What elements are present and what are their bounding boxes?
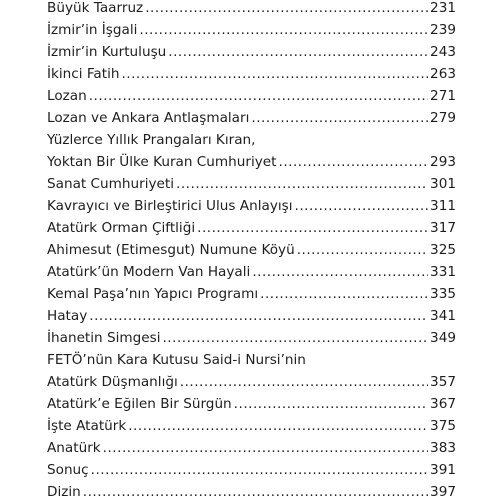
toc-entry-title-line1: Yüzlerce Yıllık Prangaları Kıran, (47, 132, 256, 148)
toc-entry-page: 357 (430, 374, 456, 390)
toc-entry-title: İzmir’in Kurtuluşu (47, 44, 167, 60)
toc-entry-title: Kavrayıcı ve Birleştirici Ulus Anlayışı (47, 198, 293, 214)
toc-entry[interactable] (47, 305, 456, 327)
toc-entry[interactable] (47, 393, 456, 415)
dot-leader (279, 151, 429, 173)
toc-entry-page: 231 (430, 0, 456, 16)
dot-leader (128, 415, 428, 437)
dot-leader (252, 261, 428, 283)
dot-leader (121, 63, 428, 85)
toc-entry-multiline[interactable] (47, 349, 456, 393)
toc-entry-title: Dizin (47, 484, 81, 500)
toc-entry-title: Atatürk Orman Çiftliği (47, 220, 196, 236)
toc-entry[interactable] (47, 173, 456, 195)
dot-leader (180, 371, 428, 393)
toc-entry[interactable] (47, 217, 456, 239)
toc-entry-multiline[interactable] (47, 129, 456, 173)
toc-entry-page: 341 (430, 308, 456, 324)
dot-leader (162, 327, 428, 349)
toc-entry[interactable] (47, 107, 456, 129)
dot-leader (197, 217, 428, 239)
toc-entry-title: Büyük Taarruz (47, 0, 144, 16)
toc-entry-page: 271 (430, 88, 456, 104)
toc-entry-title: Hatay (47, 308, 88, 324)
dot-leader (139, 19, 428, 41)
dot-leader (89, 85, 428, 107)
toc-entry-last-line (47, 151, 456, 173)
dot-leader (251, 107, 428, 129)
toc-entry-page: 349 (430, 330, 456, 346)
toc-entry[interactable] (47, 0, 456, 19)
dot-leader (91, 459, 428, 481)
dot-leader (260, 283, 428, 305)
toc-entry-page: 239 (430, 22, 456, 38)
toc-entry-title: Lozan ve Ankara Antlaşmaları (47, 110, 250, 126)
toc-entry-title-line1: FETÖ’nün Kara Kutusu Said-i Nursi’nin (47, 352, 306, 368)
toc-entry-title: Ahimesut (Etimesgut) Numune Köyü (47, 242, 295, 258)
toc-entry-page: 243 (430, 44, 456, 60)
toc-entry-title: Atatürk’e Eğilen Bir Sürgün (47, 396, 232, 412)
table-of-contents (47, 0, 456, 503)
dot-leader (145, 0, 428, 19)
toc-entry-page: 263 (430, 66, 456, 82)
toc-entry-title: Anatürk (47, 440, 101, 456)
dot-leader (103, 437, 428, 459)
toc-entry-page: 325 (430, 242, 456, 258)
toc-entry-title: Kemal Paşa’nın Yapıcı Programı (47, 286, 259, 302)
toc-entry[interactable] (47, 85, 456, 107)
toc-entry-title: Yoktan Bir Ülke Kuran Cumhuriyet (47, 154, 277, 170)
toc-entry-page: 279 (430, 110, 456, 126)
toc-entry-title: Sanat Cumhuriyeti (47, 176, 175, 192)
toc-entry-page: 375 (430, 418, 456, 434)
toc-entry-page: 311 (430, 198, 456, 214)
toc-entry[interactable] (47, 459, 456, 481)
toc-entry-title: İkinci Fatih (47, 66, 120, 82)
toc-entry-page: 383 (430, 440, 456, 456)
toc-entry-last-line (47, 371, 456, 393)
toc-entry-title: Atatürk’ün Modern Van Hayali (47, 264, 251, 280)
toc-entry-page: 317 (430, 220, 456, 236)
toc-entry-title: Atatürk Düşmanlığı (47, 374, 178, 390)
toc-entry-title: İzmir’in İşgali (47, 22, 138, 38)
toc-entry-page: 391 (430, 462, 456, 478)
dot-leader (168, 41, 428, 63)
toc-entry-title: Lozan (47, 88, 87, 104)
toc-entry[interactable] (47, 195, 456, 217)
dot-leader (297, 239, 428, 261)
toc-entry[interactable] (47, 41, 456, 63)
dot-leader (89, 305, 428, 327)
dot-leader (176, 173, 428, 195)
toc-entry[interactable] (47, 19, 456, 41)
toc-entry[interactable] (47, 437, 456, 459)
toc-entry-title: Sonuç (47, 462, 89, 478)
toc-entry-title: İhanetin Simgesi (47, 330, 161, 346)
toc-entry[interactable] (47, 261, 456, 283)
toc-entry-page: 367 (430, 396, 456, 412)
toc-entry-page: 335 (430, 286, 456, 302)
dot-leader (234, 393, 428, 415)
toc-entry[interactable] (47, 327, 456, 349)
toc-entry-page: 293 (430, 154, 456, 170)
toc-entry-page: 331 (430, 264, 456, 280)
toc-entry-page: 301 (430, 176, 456, 192)
toc-entry-page: 397 (430, 484, 456, 500)
toc-entry-title: İşte Atatürk (47, 418, 127, 434)
toc-entry[interactable] (47, 415, 456, 437)
toc-entry[interactable] (47, 63, 456, 85)
dot-leader (295, 195, 429, 217)
toc-entry[interactable] (47, 283, 456, 305)
toc-entry[interactable] (47, 239, 456, 261)
